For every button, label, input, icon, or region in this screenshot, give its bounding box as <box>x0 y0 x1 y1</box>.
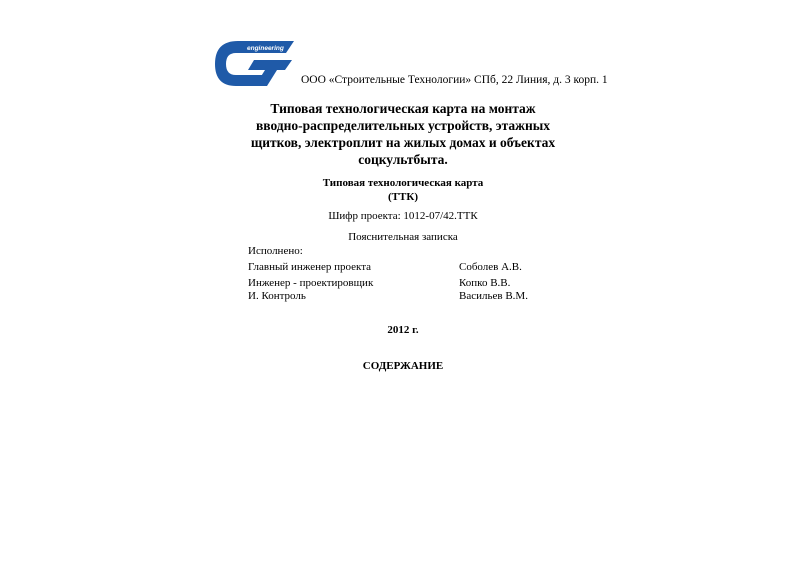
main-title-line: вводно-распределительных устройств, этажных <box>255 118 551 133</box>
executed-heading: Исполнено: <box>248 245 303 257</box>
company-logo <box>214 39 296 87</box>
signature-person: Васильев В.М. <box>459 290 528 302</box>
main-title-line: соцкультбыта. <box>358 152 448 167</box>
signature-role: И. Контроль <box>248 290 306 302</box>
signature-row <box>248 290 568 304</box>
organization-line: ООО «Строительные Технологии» СПб, 22 Линия, д. 3 корп. 1 <box>301 74 608 86</box>
explanatory-note: Пояснительная записка <box>348 231 458 243</box>
project-cipher: Шифр проекта: 1012-07/42.ТТК <box>328 210 478 222</box>
signature-row <box>248 261 568 275</box>
main-title-line: щитков, электроплит на жилых домах и объектах <box>250 135 556 150</box>
contents-heading: СОДЕРЖАНИЕ <box>362 360 444 372</box>
document-year: 2012 г. <box>387 324 419 336</box>
signature-role: Главный инженер проекта <box>248 261 372 273</box>
signature-person: Копко В.В. <box>459 277 511 289</box>
main-title-line: Типовая технологическая карта на монтаж <box>270 101 536 116</box>
sub-title-line: (ТТК) <box>388 191 418 203</box>
sub-title <box>230 176 576 204</box>
signature-row <box>248 277 568 291</box>
logo-text: engineering <box>247 45 284 52</box>
signature-person: Соболев А.В. <box>459 261 522 273</box>
sub-title-line: Типовая технологическая карта <box>322 177 484 189</box>
main-title <box>210 100 596 168</box>
signature-role: Инженер - проектировщик <box>248 277 374 289</box>
